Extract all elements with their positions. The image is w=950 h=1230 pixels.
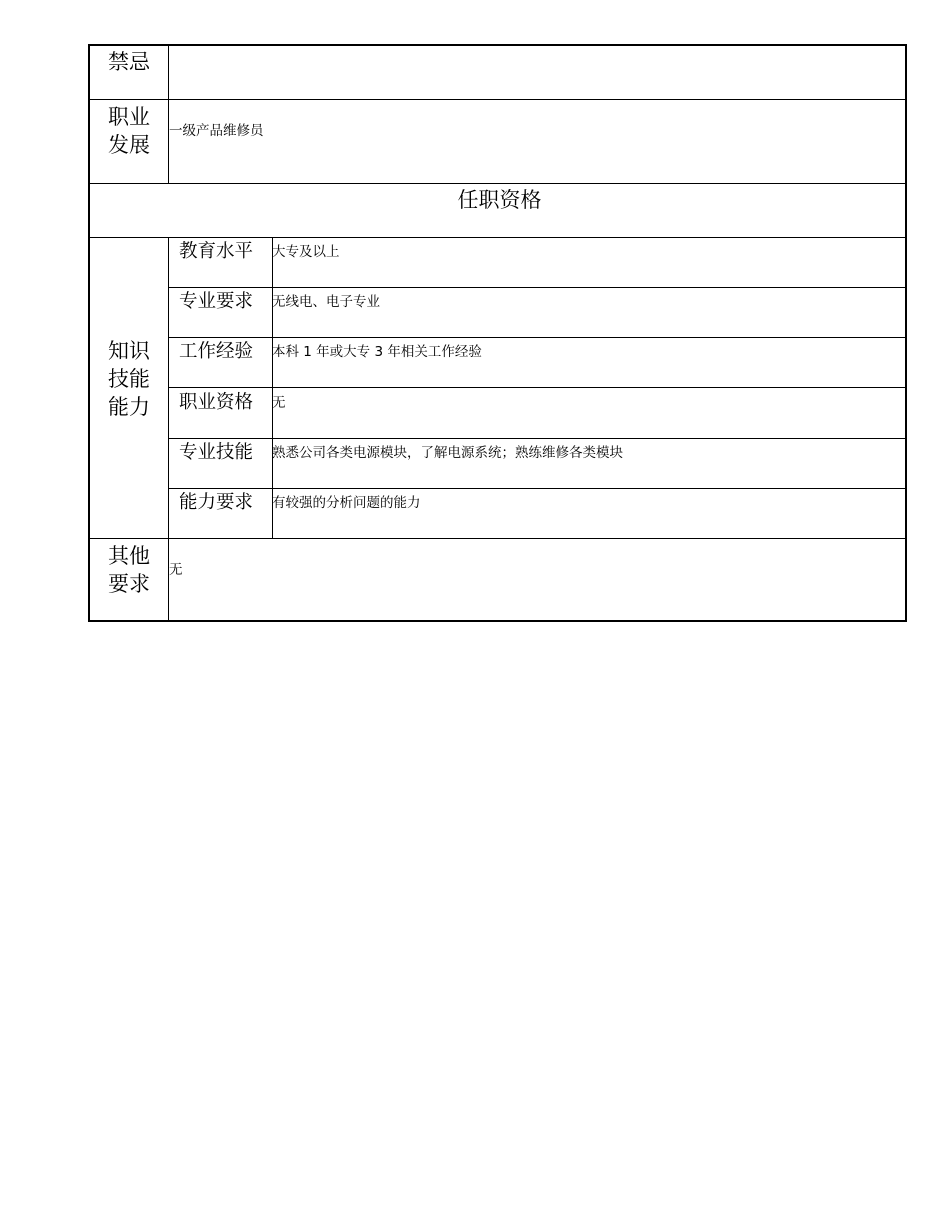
career-value: 一级产品维修员 bbox=[169, 123, 264, 139]
certification-label: 职业资格 bbox=[179, 392, 254, 413]
row-divider bbox=[168, 337, 907, 338]
skills-label: 专业技能 bbox=[179, 442, 254, 463]
qualification-title: 任职资格 bbox=[457, 188, 542, 212]
experience-value: 本科 1 年或大专 3 年相关工作经验 bbox=[272, 344, 482, 360]
education-value: 大专及以上 bbox=[272, 244, 340, 260]
column-divider bbox=[168, 46, 169, 183]
other-label: 其他 要求 bbox=[108, 544, 150, 596]
major-value: 无线电、电子专业 bbox=[272, 294, 380, 310]
taboo-label: 禁忌 bbox=[108, 50, 150, 74]
row-divider bbox=[168, 488, 907, 489]
ability-label: 能力要求 bbox=[179, 492, 254, 513]
major-label: 专业要求 bbox=[179, 291, 254, 312]
career-label: 职业 发展 bbox=[108, 105, 150, 157]
education-label: 教育水平 bbox=[179, 241, 254, 262]
knowledge-label: 知识 技能 能力 bbox=[108, 339, 150, 419]
column-divider bbox=[272, 237, 273, 538]
certification-value: 无 bbox=[272, 395, 286, 411]
other-value: 无 bbox=[169, 562, 183, 578]
row-divider bbox=[90, 538, 907, 539]
row-divider bbox=[168, 387, 907, 388]
row-divider bbox=[90, 237, 907, 238]
row-divider bbox=[168, 287, 907, 288]
experience-label: 工作经验 bbox=[179, 341, 254, 362]
ability-value: 有较强的分析问题的能力 bbox=[272, 495, 421, 511]
row-divider bbox=[168, 438, 907, 439]
row-divider bbox=[90, 99, 907, 100]
job-qualification-table bbox=[88, 44, 907, 622]
skills-value: 熟悉公司各类电源模块，了解电源系统；熟练维修各类模块 bbox=[272, 445, 623, 461]
row-divider bbox=[90, 183, 907, 184]
